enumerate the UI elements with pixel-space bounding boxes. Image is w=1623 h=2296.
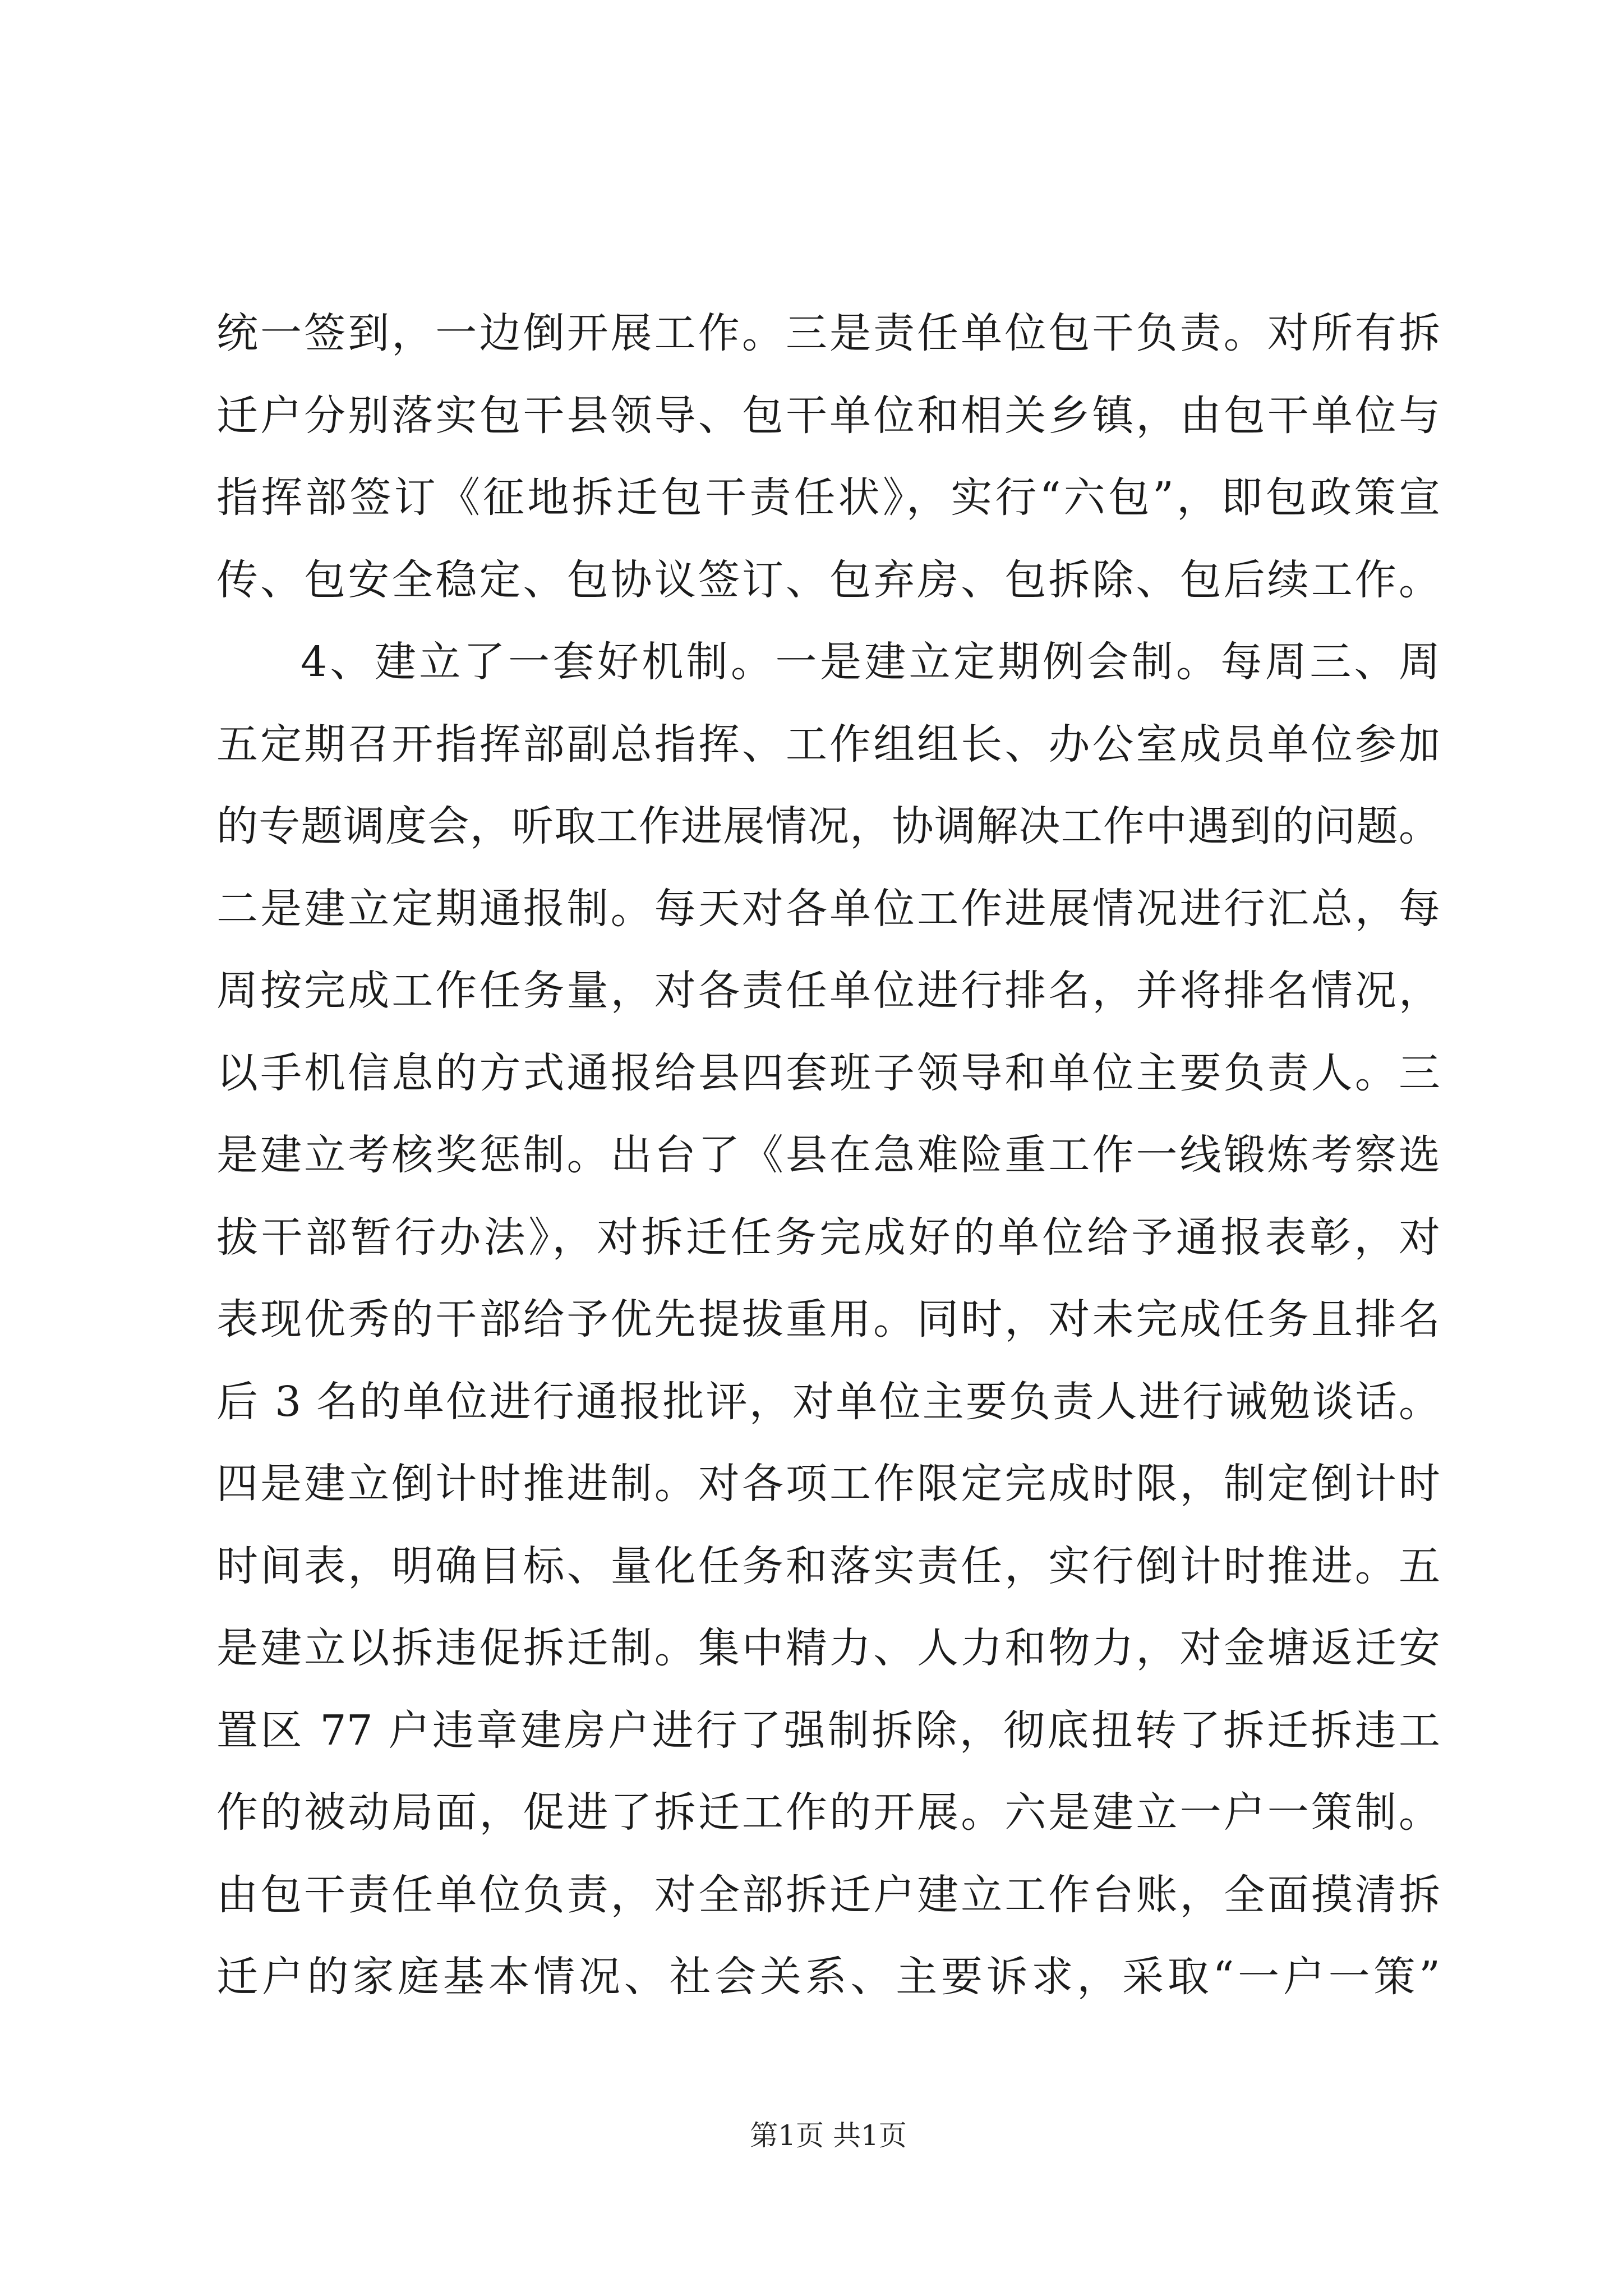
text-line: 是建立以拆违促拆迁制。集中精力、人力和物力，对金塘返迁安 xyxy=(216,1624,1440,1672)
body-text xyxy=(216,292,1440,2018)
paragraph-start-line: 4、建立了一套好机制。一是建立定期例会制。每周三、周 xyxy=(301,638,1440,686)
text-line: 表现优秀的干部给予优先提拔重用。同时，对未完成任务且排名 xyxy=(216,1295,1440,1343)
text-line: 置区 77 户违章建房户进行了强制拆除，彻底扭转了拆迁拆违工 xyxy=(216,1706,1440,1755)
text-line: 拔干部暂行办法》，对拆迁任务完成好的单位给予通报表彰，对 xyxy=(216,1213,1440,1262)
text-line: 作的被动局面，促进了拆迁工作的开展。六是建立一户一策制。 xyxy=(216,1788,1440,1837)
text-line: 二是建立定期通报制。每天对各单位工作进展情况进行汇总，每 xyxy=(216,884,1440,933)
text-line: 以手机信息的方式通报给县四套班子领导和单位主要负责人。三 xyxy=(216,1048,1440,1097)
text-line: 由包干责任单位负责，对全部拆迁户建立工作台账，全面摸清拆 xyxy=(216,1870,1440,1919)
text-line: 周按完成工作任务量，对各责任单位进行排名，并将排名情况， xyxy=(216,967,1440,1015)
text-line: 传、包安全稳定、包协议签订、包弃房、包拆除、包后续工作。 xyxy=(216,555,1440,604)
text-line: 迁户分别落实包干县领导、包干单位和相关乡镇，由包干单位与 xyxy=(216,391,1440,440)
text-line: 时间表，明确目标、量化任务和落实责任，实行倒计时推进。五 xyxy=(216,1542,1440,1590)
text-line: 四是建立倒计时推进制。对各项工作限定完成时限，制定倒计时 xyxy=(216,1460,1440,1508)
text-line: 迁户的家庭基本情况、社会关系、主要诉求，采取“一户一策” xyxy=(216,1953,1440,2001)
text-line: 的专题调度会，听取工作进展情况，协调解决工作中遇到的问题。 xyxy=(216,802,1440,850)
text-line: 统一签到，一边倒开展工作。三是责任单位包干负责。对所有拆 xyxy=(216,309,1440,357)
text-line: 五定期召开指挥部副总指挥、工作组组长、办公室成员单位参加 xyxy=(216,720,1440,769)
text-line: 后 3 名的单位进行通报批评，对单位主要负责人进行诫勉谈话。 xyxy=(216,1377,1440,1426)
text-line: 是建立考核奖惩制。出台了《县在急难险重工作一线锻炼考察选 xyxy=(216,1131,1440,1179)
text-line: 指挥部签订《征地拆迁包干责任状》，实行“六包”，即包政策宣 xyxy=(216,473,1440,522)
page-footer: 第1页 共1页 xyxy=(750,2119,907,2152)
